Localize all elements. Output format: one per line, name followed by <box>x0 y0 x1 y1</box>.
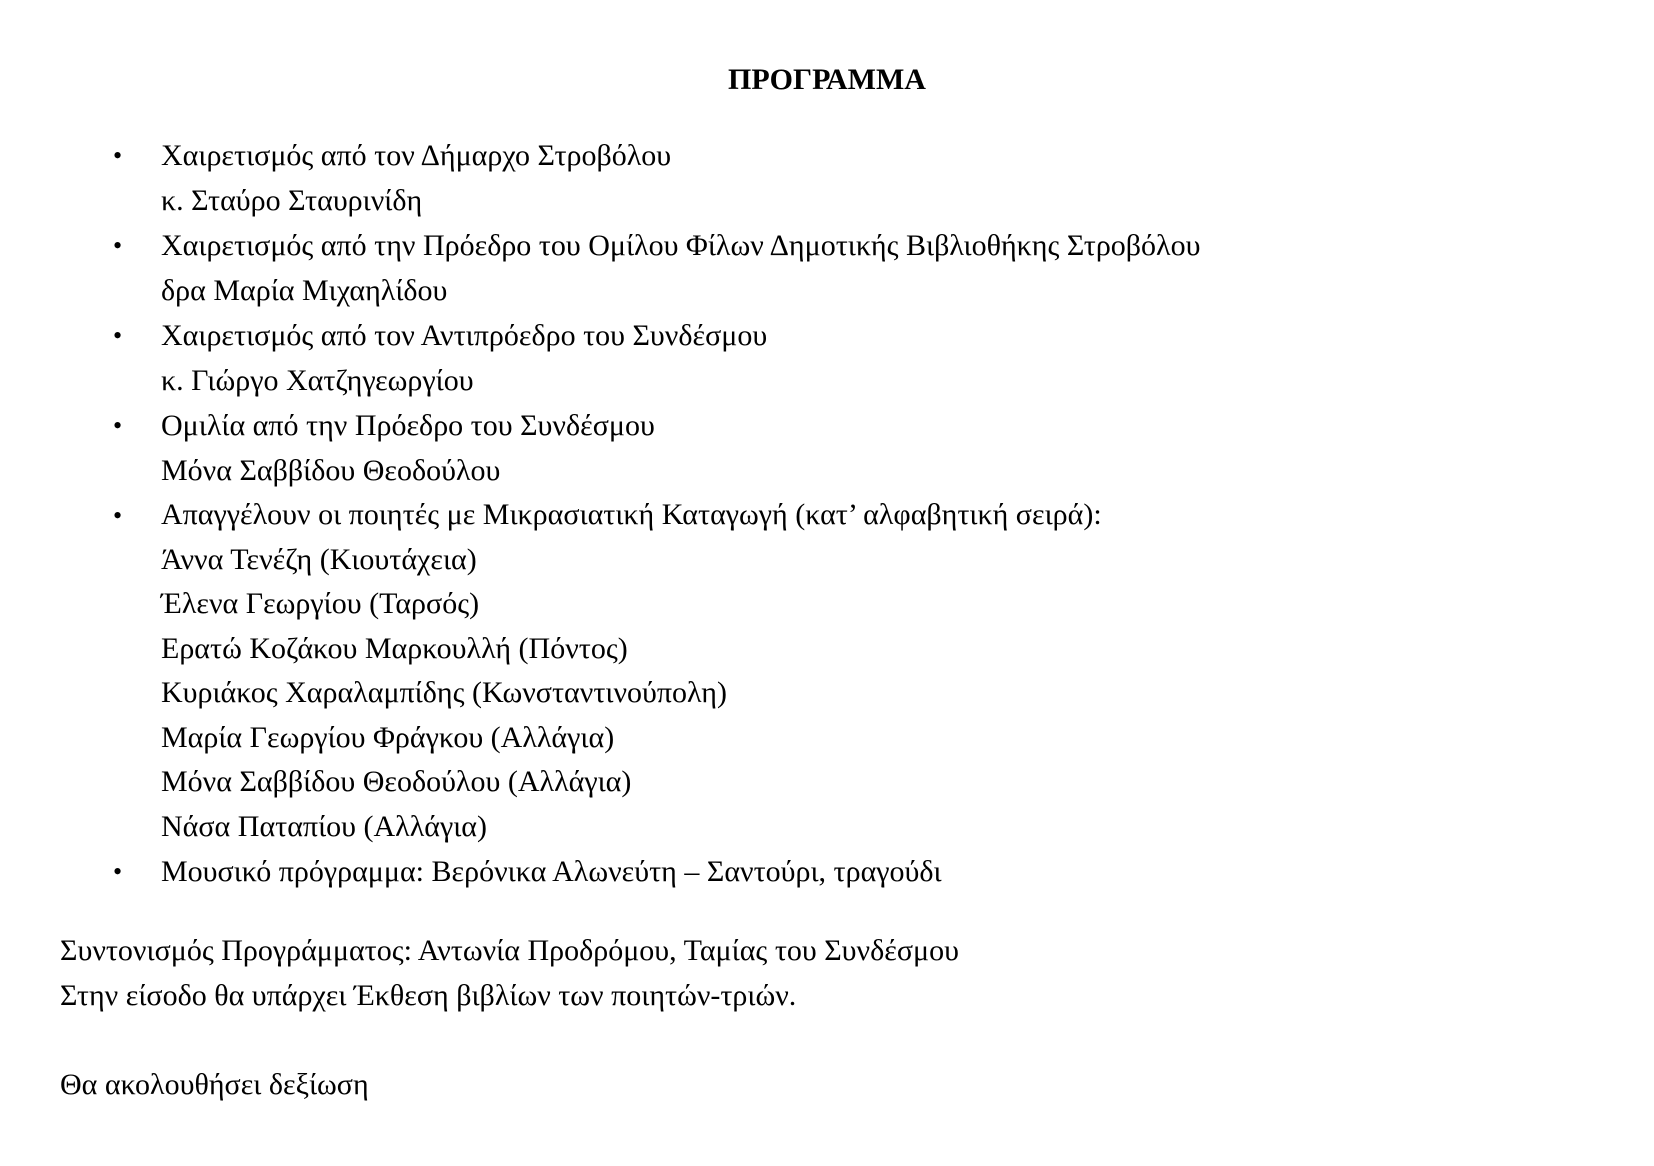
poets-heading: Απαγγέλουν οι ποιητές με Μικρασιατική Καταγωγή (κατ’ αλφαβητική σειρά): <box>161 498 1102 531</box>
bullet-icon: • <box>113 411 123 440</box>
bullet-icon: • <box>113 321 123 350</box>
poet-entry: Ερατώ Κοζάκου Μαρκουλλή (Πόντος) <box>161 631 628 665</box>
item-text: Ομιλία από την Πρόεδρο του Συνδέσμου <box>161 409 655 442</box>
poet-entry: Μαρία Γεωργίου Φράγκου (Αλλάγια) <box>161 720 615 754</box>
poet-entry: Άννα Τενέζη (Κιουτάχεια) <box>161 542 477 576</box>
poet-entry: Νάσα Παταπίου (Αλλάγια) <box>161 809 488 843</box>
item-text: Χαιρετισμός από τον Αντιπρόεδρο του Συνδέσμου <box>161 319 768 352</box>
bullet-icon: • <box>113 141 123 170</box>
exhibition-note: Στην είσοδο θα υπάρχει Έκθεση βιβλίων των ποιητών-τριών. <box>60 979 797 1012</box>
item-subtext: δρα Μαρία Μιχαηλίδου <box>161 274 448 307</box>
reception-note: Θα ακολουθήσει δεξίωση <box>60 1068 369 1101</box>
list-item-poets <box>0 493 1654 849</box>
list-item <box>0 403 1654 493</box>
poet-entry: Κυριάκος Χαραλαμπίδης (Κωνσταντινούπολη) <box>161 676 727 709</box>
page-title: ΠΡΟΓΡΑΜΜΑ <box>728 63 926 96</box>
list-item <box>0 313 1654 403</box>
item-subtext: κ. Γιώργο Χατζηγεωργίου <box>161 364 474 397</box>
item-text: Χαιρετισμός από τον Δήμαρχο Στροβόλου <box>161 139 672 172</box>
item-subtext: κ. Σταύρο Σταυρινίδη <box>161 184 423 217</box>
item-text: Χαιρετισμός από την Πρόεδρο του Ομίλου Φίλων Δημοτικής Βιβλιοθήκης Στροβόλου <box>161 229 1201 262</box>
list-item <box>0 223 1654 313</box>
list-item <box>0 133 1654 223</box>
item-subtext: Μόνα Σαββίδου Θεοδούλου <box>161 454 501 487</box>
item-text: Μουσικό πρόγραμμα: Βερόνικα Αλωνεύτη – Σαντούρι, τραγούδι <box>161 855 942 888</box>
bullet-icon: • <box>113 231 123 260</box>
program-list <box>0 133 1654 894</box>
poet-entry: Έλενα Γεωργίου (Ταρσός) <box>161 587 480 620</box>
poet-entry: Μόνα Σαββίδου Θεοδούλου (Αλλάγια) <box>161 765 632 798</box>
bullet-icon: • <box>113 857 123 886</box>
list-item-music <box>0 849 1654 894</box>
coordination-note: Συντονισμός Προγράμματος: Αντωνία Προδρόμου, Ταμίας του Συνδέσμου <box>60 934 959 967</box>
bullet-icon: • <box>113 501 123 530</box>
